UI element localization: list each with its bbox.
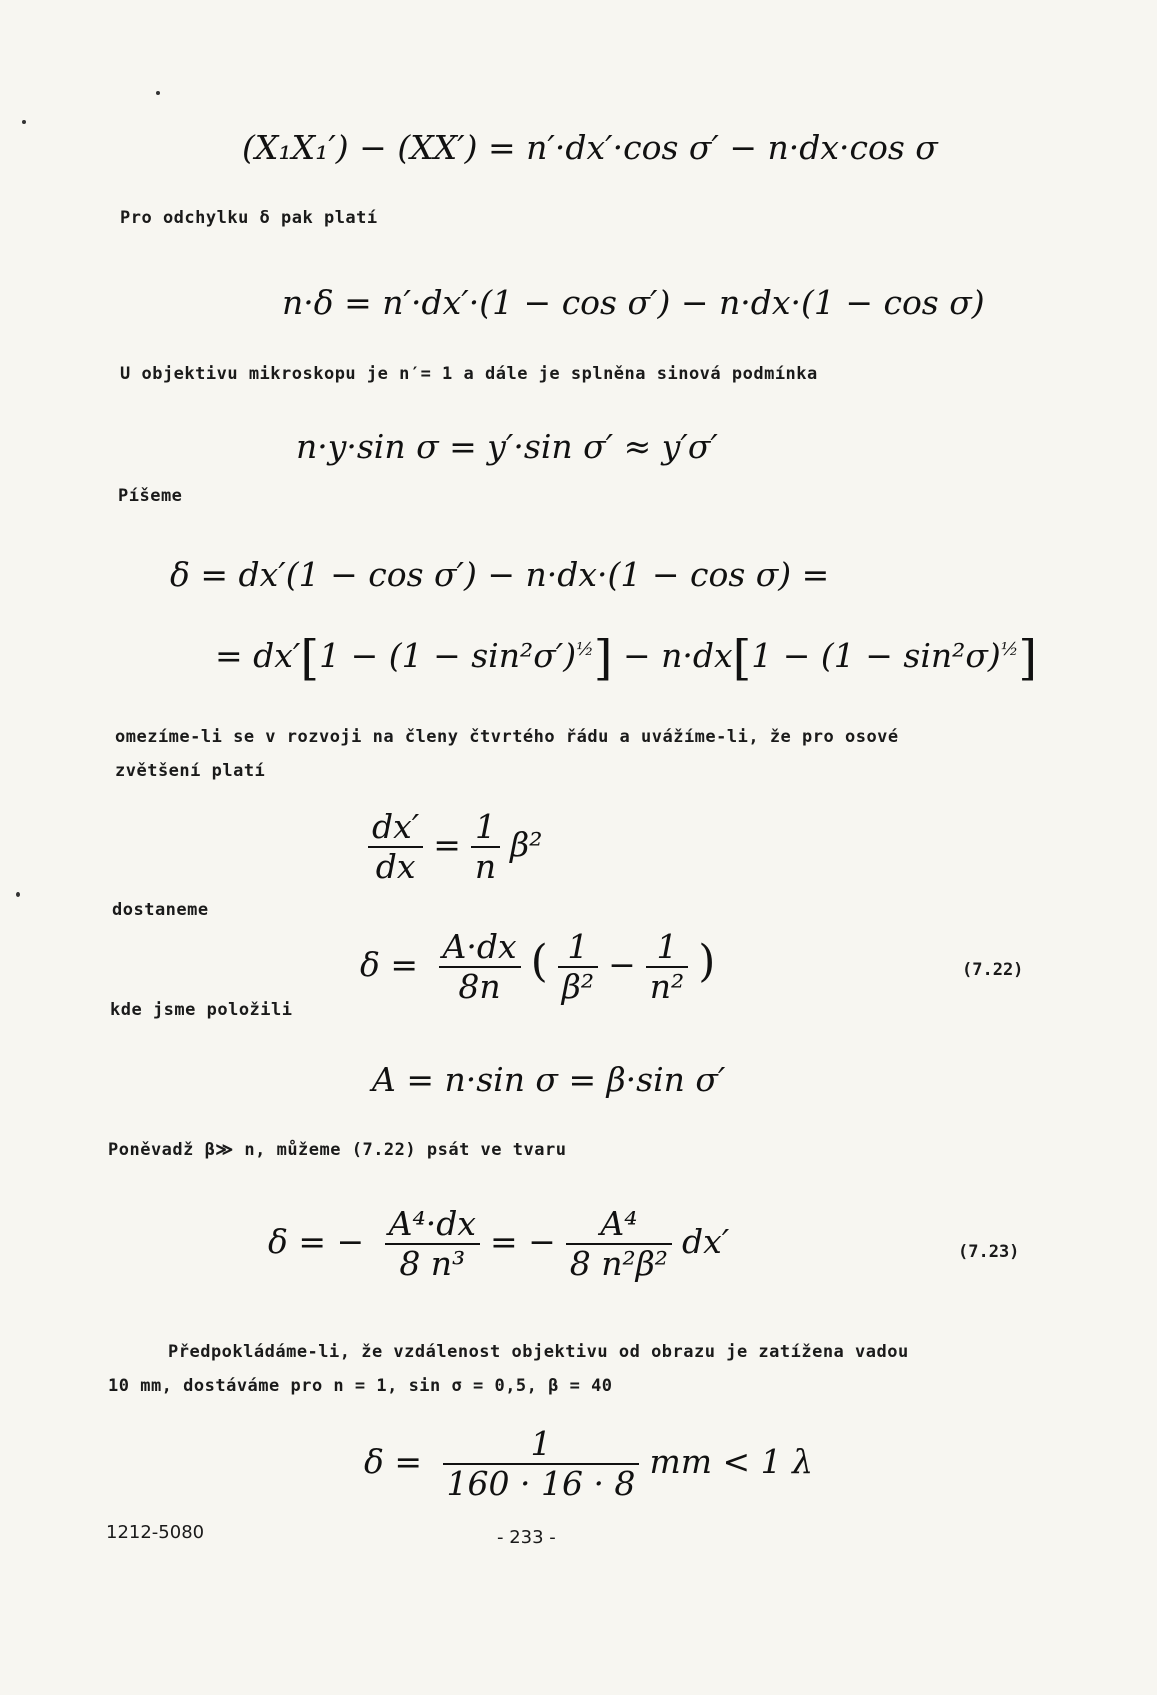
numerator: 1: [646, 928, 688, 968]
numerator: A·dx: [439, 928, 521, 968]
ink-speck: [22, 120, 26, 124]
eq8-tail: dx′: [682, 1221, 730, 1261]
eq4b-exp1: ½: [576, 639, 594, 660]
paragraph-microscope: U objektivu mikroskopu je n′= 1 a dále je splněna sinová podmínka: [120, 364, 818, 384]
equation-result: [364, 1425, 813, 1503]
paragraph-expansion-1: omezíme-li se v rozvoji na členy čtvrtého řádu a uvážíme-li, že pro osové: [115, 727, 899, 747]
denominator: β²: [561, 966, 595, 1006]
equation-magnification: [358, 808, 542, 886]
eq4b-inner1: 1 − (1 − sin²σ′): [319, 636, 577, 675]
denominator: 160 · 16 · 8: [446, 1463, 636, 1503]
beta-squared: β²: [510, 824, 543, 864]
paragraph-predpoklad-1: Předpokládáme-li, že vzdálenost objektivu od obrazu je zatížena vadou: [168, 1342, 909, 1362]
paragraph-kde-jsme: kde jsme položili: [110, 1000, 293, 1020]
ink-speck: [156, 91, 160, 95]
equation-number-7-22: (7.22): [962, 960, 1024, 980]
fraction: [558, 928, 598, 1006]
equation-4a: δ = dx′(1 − cos σ′) − n·dx·(1 − cos σ) =: [170, 555, 830, 594]
paragraph-deviation: Pro odchylku δ pak platí: [120, 208, 378, 228]
eq6-lhs: δ =: [360, 944, 419, 984]
denominator: 8 n³: [399, 1243, 466, 1283]
numerator: dx′: [368, 808, 423, 848]
numerator: 1: [558, 928, 598, 968]
numerator: A⁴: [566, 1205, 672, 1245]
paragraph-dostaneme: dostaneme: [112, 900, 209, 920]
equals: =: [433, 824, 461, 864]
denominator: 8 n²β²: [569, 1243, 669, 1283]
page-number: - 233 -: [497, 1527, 556, 1548]
bracket-close: ]: [593, 630, 613, 686]
equation-7-23: [268, 1205, 729, 1283]
numerator: A⁴·dx: [385, 1205, 480, 1245]
paragraph-ponevadz: Poněvadž β≫ n, můžeme (7.22) psát ve tvaru: [108, 1140, 567, 1160]
fraction: [646, 928, 688, 1006]
eq9-tail: mm < 1 λ: [649, 1441, 814, 1481]
fraction: [471, 808, 500, 886]
eq4b-exp2: ½: [1000, 639, 1019, 660]
equation-2: n·δ = n′·dx′·(1 − cos σ′) − n·dx·(1 − cos σ): [282, 283, 985, 322]
eq8-lhs: δ = −: [268, 1221, 365, 1261]
paren-open: (: [530, 935, 548, 987]
denominator: 8n: [458, 966, 501, 1006]
equation-7-22: [360, 928, 715, 1006]
eq4b-left: = dx′: [215, 636, 301, 675]
paragraph-expansion-2: zvětšení platí: [115, 761, 266, 781]
denominator: n²: [649, 966, 685, 1006]
eq9-lhs: δ =: [364, 1441, 423, 1481]
paren-close: ): [698, 935, 716, 987]
equation-1: (X₁X₁′) − (XX′) = n′·dx′·cos σ′ − n·dx·cos σ: [242, 128, 938, 167]
ink-speck: [16, 892, 20, 897]
fraction: [439, 928, 521, 1006]
equation-sine-condition: n·y·sin σ = y′·sin σ′ ≈ y′σ′: [296, 427, 718, 466]
bracket-open: [: [300, 630, 320, 686]
fraction: [566, 1205, 672, 1283]
eq8-mid: = −: [489, 1221, 556, 1261]
paragraph-piseme: Píšeme: [118, 486, 183, 506]
fraction: [368, 808, 423, 886]
equation-number-7-23: (7.23): [958, 1242, 1020, 1262]
eq4b-mid: − n·dx: [622, 636, 733, 675]
denominator: dx: [375, 846, 416, 886]
eq4b-inner2: 1 − (1 − sin²σ): [751, 636, 1001, 675]
paragraph-predpoklad-2: 10 mm, dostáváme pro n = 1, sin σ = 0,5, β = 40: [108, 1376, 613, 1396]
bracket-close: ]: [1018, 630, 1038, 686]
numerator: 1: [443, 1425, 640, 1465]
equation-4b: [215, 630, 1037, 686]
fraction: [443, 1425, 640, 1503]
minus: −: [608, 944, 636, 984]
numerator: 1: [471, 808, 500, 848]
bracket-open: [: [732, 630, 752, 686]
equation-aperture: A = n·sin σ = β·sin σ′: [372, 1060, 726, 1099]
fraction: [385, 1205, 480, 1283]
document-code: 1212-5080: [106, 1522, 205, 1543]
denominator: n: [474, 846, 497, 886]
